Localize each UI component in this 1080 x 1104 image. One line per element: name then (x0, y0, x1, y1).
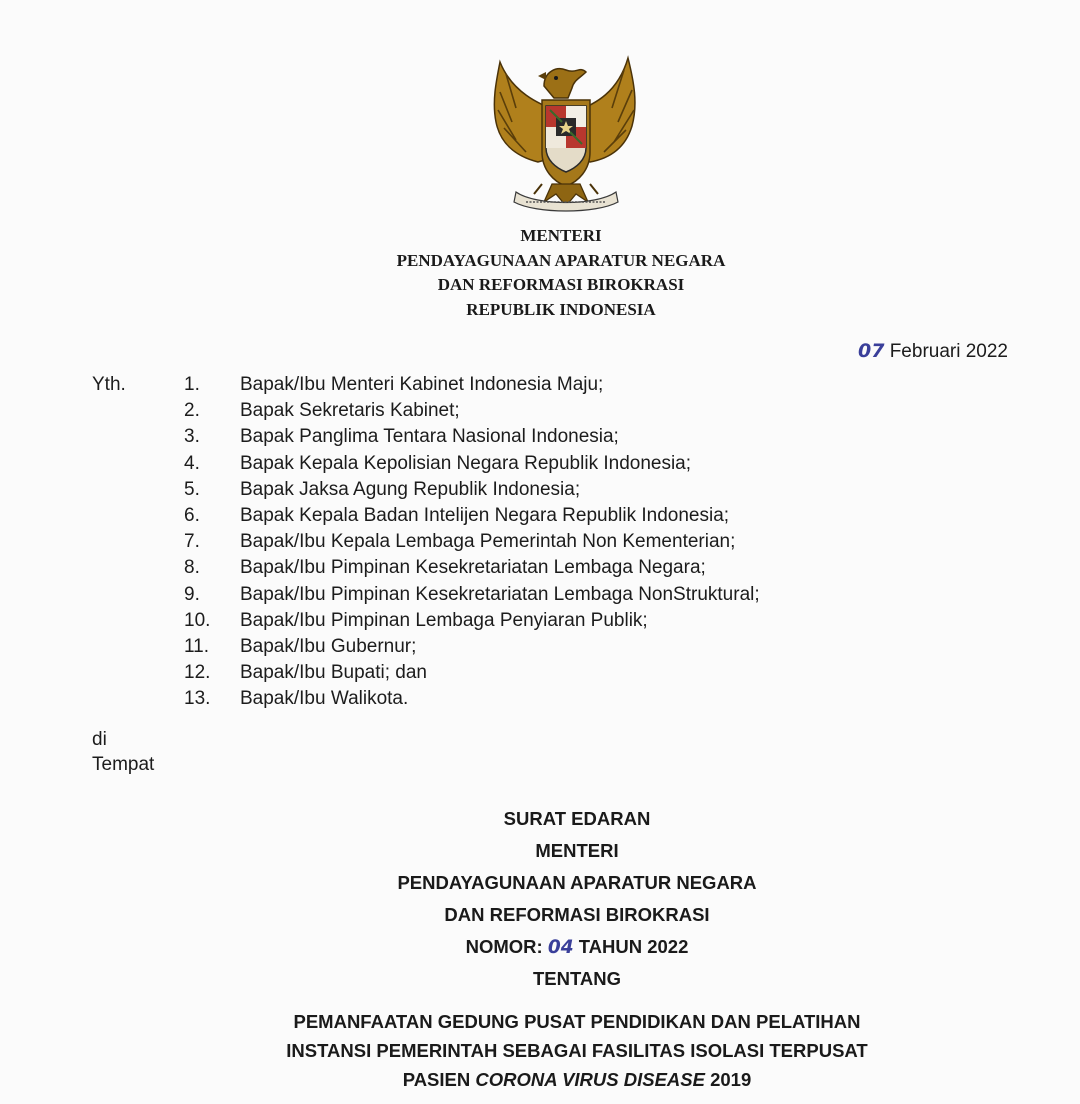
garuda-emblem-icon (486, 52, 646, 214)
circular-heading-line: PENDAYAGUNAAN APARATUR NEGARA (397, 872, 757, 893)
letterhead-line: PENDAYAGUNAAN APARATUR NEGARA (396, 250, 726, 270)
recipient-text: Bapak/Ibu Gubernur; (240, 635, 417, 657)
place-line: Tempat (92, 754, 155, 775)
letterhead-line: REPUBLIK INDONESIA (466, 299, 656, 319)
recipient-number: 4. (184, 452, 200, 474)
recipient-text: Bapak/Ibu Pimpinan Kesekretariatan Lembaga NonStruktural; (240, 583, 760, 605)
recipient-item (184, 662, 760, 688)
recipient-item (184, 688, 760, 714)
place-block (92, 727, 154, 777)
circular-heading-line: SURAT EDARAN (503, 808, 651, 829)
recipient-text: Bapak/Ibu Kepala Lembaga Pemerintah Non Kementerian; (240, 531, 736, 553)
recipient-text: Bapak Jaksa Agung Republik Indonesia; (240, 478, 581, 500)
title-prefix: PASIEN (402, 1069, 476, 1090)
number-handwritten: 04 (547, 937, 574, 958)
number-suffix: TAHUN 2022 (573, 936, 689, 957)
recipient-number: 1. (184, 374, 200, 395)
tentang-label: TENTANG (532, 968, 622, 989)
recipient-item (184, 374, 760, 400)
circular-number (0, 931, 1080, 963)
recipient-text: Bapak/Ibu Pimpinan Lembaga Penyiaran Publik; (240, 609, 648, 631)
recipient-item (184, 505, 760, 531)
recipient-item (184, 426, 760, 452)
recipient-item (184, 610, 760, 636)
circular-heading-line: MENTERI (535, 840, 619, 861)
title-italic: CORONA VIRUS DISEASE (475, 1069, 705, 1090)
circular-heading (0, 803, 1080, 1094)
ministry-letterhead (0, 224, 1080, 322)
recipient-number: 7. (184, 531, 200, 553)
place-line: di (92, 729, 107, 750)
letterhead-line: DAN REFORMASI BIROKRASI (437, 275, 685, 294)
recipient-item (184, 636, 760, 662)
recipient-number: 10. (184, 609, 211, 631)
recipient-item (184, 400, 760, 426)
number-prefix: NOMOR: (465, 936, 548, 957)
recipient-list (184, 374, 760, 714)
recipient-number: 12. (184, 662, 211, 684)
recipient-text: Bapak Kepala Badan Intelijen Negara Republik Indonesia; (240, 504, 730, 526)
recipient-text: Bapak Sekretaris Kabinet; (240, 400, 460, 422)
circular-title-line: PEMANFAATAN GEDUNG PUSAT PENDIDIKAN DAN PELATIHAN (293, 1011, 861, 1032)
recipient-text: Bapak/Ibu Pimpinan Kesekretariatan Lembaga Negara; (240, 557, 706, 579)
recipient-item (184, 584, 760, 610)
recipient-number: 11. (184, 635, 210, 657)
recipient-number: 13. (184, 688, 211, 710)
recipient-text: Bapak Kepala Kepolisian Negara Republik Indonesia; (240, 452, 692, 474)
letter-date (858, 340, 1008, 363)
letterhead-line: MENTERI (520, 226, 602, 245)
date-day-handwritten: 07 (857, 340, 885, 362)
recipient-number: 2. (184, 400, 200, 422)
recipient-item (184, 453, 760, 479)
circular-heading-line: DAN REFORMASI BIROKRASI (444, 904, 710, 925)
recipient-item (184, 531, 760, 557)
salutation: Yth. (92, 374, 126, 395)
recipient-number: 6. (184, 504, 200, 526)
recipient-number: 5. (184, 478, 200, 500)
recipient-number: 8. (184, 557, 200, 579)
recipient-text: Bapak Panglima Tentara Nasional Indonesia; (240, 426, 619, 448)
recipient-text: Bapak/Ibu Bupati; dan (240, 662, 427, 684)
recipient-item (184, 479, 760, 505)
recipient-item (184, 557, 760, 583)
recipient-number: 9. (184, 583, 200, 605)
recipient-number: 3. (184, 426, 200, 448)
recipient-text: Bapak/Ibu Menteri Kabinet Indonesia Maju; (240, 374, 604, 395)
date-month-year: Februari 2022 (889, 341, 1008, 362)
recipient-text: Bapak/Ibu Walikota. (240, 688, 409, 710)
circular-title-line: INSTANSI PEMERINTAH SEBAGAI FASILITAS ISOLASI TERPUSAT (286, 1040, 868, 1061)
title-suffix: 2019 (704, 1069, 752, 1090)
circular-title-line-last (0, 1065, 1080, 1094)
